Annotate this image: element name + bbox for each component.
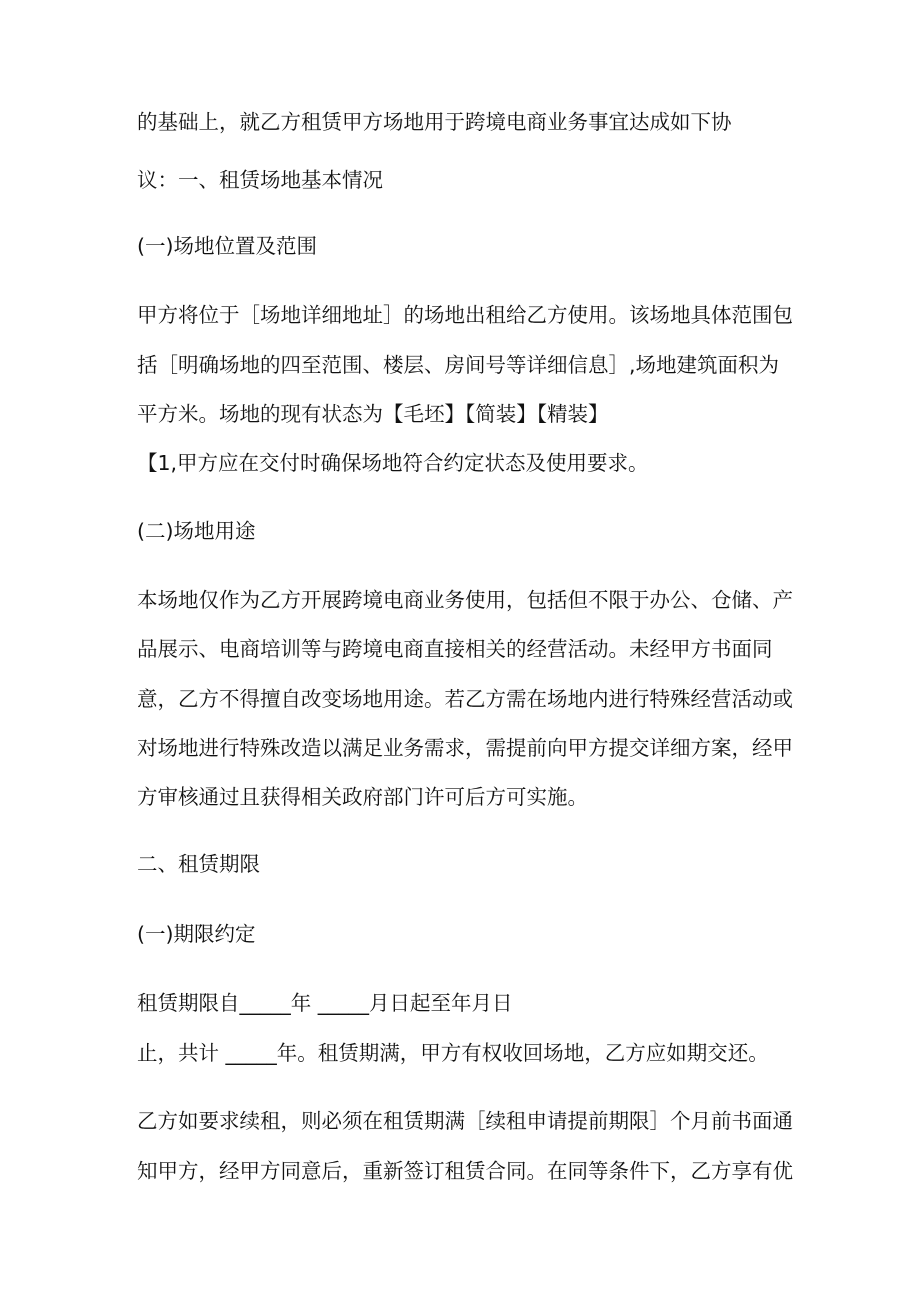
paragraph-line-16: 租赁期限自_____年 _____月日起至年月日: [137, 991, 513, 1015]
section-heading-location: (一)场地位置及范围: [137, 234, 317, 258]
paragraph-line-17: 止，共计 _____年。租赁期满，甲方有权收回场地，乙方应如期交还。: [137, 1041, 769, 1065]
paragraph-line-9: 本场地仅作为乙方开展跨境电商业务使用，包括但不限于办公、仓储、产: [137, 588, 793, 612]
paragraph-line-13: 方审核通过且获得相关政府部门许可后方可实施。: [137, 785, 588, 809]
section-heading-term: 二、租赁期限: [137, 852, 260, 876]
paragraph-line-4: 甲方将位于［场地详细地址］的场地出租给乙方使用。该场地具体范围包: [137, 303, 793, 327]
paragraph-line-10: 品展示、电商培训等与跨境电商直接相关的经营活动。未经甲方书面同: [137, 637, 773, 661]
paragraph-line-2: 议：一、租赁场地基本情况: [137, 168, 383, 192]
paragraph-line-6: 平方米。场地的现有状态为【毛坯】【简装】【精装】: [137, 402, 609, 426]
paragraph-line-19: 知甲方，经甲方同意后，重新签订租赁合同。在同等条件下，乙方享有优: [137, 1159, 793, 1183]
paragraph-line-11: 意，乙方不得擅自改变场地用途。若乙方需在场地内进行特殊经营活动或: [137, 687, 793, 711]
paragraph-line-5: 括［明确场地的四至范围、楼层、房间号等详细信息］,场地建筑面积为: [137, 353, 780, 377]
paragraph-line-18: 乙方如要求续租，则必须在租赁期满［续租申请提前期限］个月前书面通: [137, 1109, 793, 1133]
paragraph-line-1: 的基础上，就乙方租赁甲方场地用于跨境电商业务事宜达成如下协: [137, 110, 732, 134]
section-heading-term-agreement: (一)期限约定: [137, 922, 256, 946]
section-heading-usage: (二)场地用途: [137, 519, 256, 543]
paragraph-line-12: 对场地进行特殊改造以满足业务需求，需提前向甲方提交详细方案，经甲: [137, 736, 793, 760]
paragraph-line-7: 【1,甲方应在交付时确保场地符合约定状态及使用要求。: [137, 451, 649, 475]
